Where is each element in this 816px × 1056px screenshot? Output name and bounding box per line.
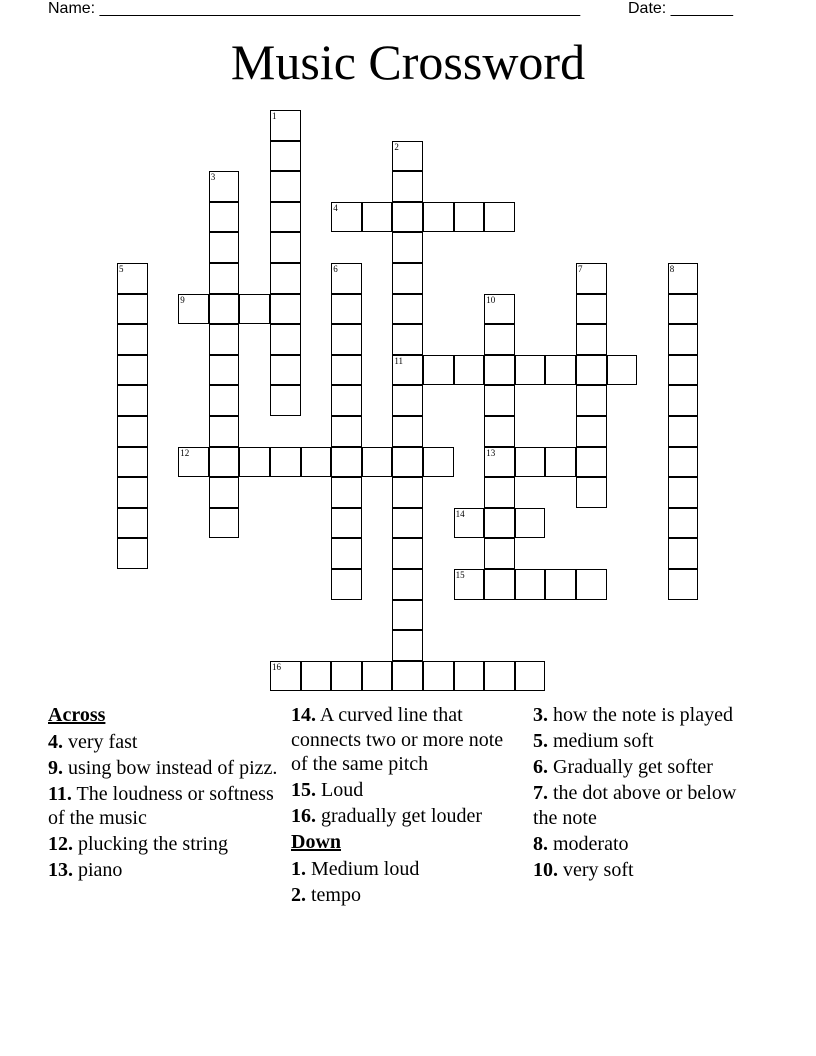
clue-column-3	[533, 703, 765, 884]
grid-cell[interactable]	[270, 110, 301, 141]
grid-cell[interactable]	[515, 447, 546, 478]
grid-cell[interactable]	[392, 600, 423, 631]
grid-cell[interactable]	[454, 569, 485, 600]
name-field-label[interactable]: Name: ______________________________________________________	[48, 0, 581, 17]
grid-cell[interactable]	[484, 202, 515, 233]
grid-cell[interactable]	[545, 355, 576, 386]
grid-cell[interactable]	[331, 569, 362, 600]
grid-cell[interactable]	[392, 263, 423, 294]
grid-cell[interactable]	[270, 385, 301, 416]
grid-cell[interactable]	[209, 294, 240, 325]
grid-cell[interactable]	[392, 447, 423, 478]
grid-cell[interactable]	[423, 661, 454, 692]
grid-cell[interactable]	[576, 355, 607, 386]
grid-cell[interactable]	[270, 141, 301, 172]
grid-cell[interactable]	[117, 508, 148, 539]
grid-cell[interactable]	[668, 447, 699, 478]
grid-cell[interactable]	[484, 294, 515, 325]
clue-number: 3	[210, 172, 216, 183]
clue-down-1: 1. Medium loud	[291, 857, 420, 880]
clue-number: 7	[578, 264, 583, 274]
grid-cell[interactable]	[270, 324, 301, 355]
grid-cell[interactable]	[392, 569, 423, 600]
clue-number: 6	[333, 264, 338, 274]
grid-cell[interactable]	[484, 385, 515, 416]
grid-cell[interactable]	[668, 508, 699, 539]
grid-cell[interactable]	[209, 232, 240, 263]
grid-cell[interactable]	[668, 569, 699, 600]
grid-cell[interactable]	[668, 385, 699, 416]
grid-cell[interactable]	[484, 477, 515, 508]
grid-cell[interactable]	[178, 447, 209, 478]
clue-down-2: 2. tempo	[291, 883, 361, 906]
clue-number: 1	[272, 111, 277, 121]
clue-down-8: 8. moderato	[533, 832, 629, 855]
clue-number: 12	[180, 447, 190, 458]
clue-number: 15	[455, 570, 465, 580]
clue-across-13: 13. piano	[48, 859, 123, 881]
grid-cell[interactable]	[576, 385, 607, 416]
grid-cell[interactable]	[117, 447, 148, 478]
grid-cell[interactable]	[178, 294, 209, 325]
grid-cell[interactable]	[576, 447, 607, 478]
grid-cell[interactable]	[484, 569, 515, 600]
grid-cell[interactable]	[209, 508, 240, 539]
grid-cell[interactable]	[576, 569, 607, 600]
grid-cell[interactable]	[423, 202, 454, 233]
grid-cell[interactable]	[392, 294, 423, 325]
clue-number: 11	[394, 355, 404, 366]
grid-cell[interactable]	[117, 324, 148, 355]
grid-cell[interactable]	[484, 508, 515, 539]
grid-cell[interactable]	[484, 538, 515, 569]
grid-cell[interactable]	[270, 171, 301, 202]
grid-cell[interactable]	[545, 569, 576, 600]
clue-across-11: 11. The loudness or softness of the music	[48, 782, 274, 829]
grid-cell[interactable]	[117, 416, 148, 447]
grid-cell[interactable]	[331, 355, 362, 386]
clue-column-1	[48, 703, 280, 884]
grid-cell[interactable]	[392, 508, 423, 539]
grid-cell[interactable]	[209, 477, 240, 508]
grid-cell[interactable]	[270, 661, 301, 692]
clue-number: 5	[119, 264, 124, 274]
grid-cell[interactable]	[484, 661, 515, 692]
grid-cell[interactable]	[545, 447, 576, 478]
grid-cell[interactable]	[209, 171, 240, 202]
grid-cell[interactable]	[239, 294, 270, 325]
grid-cell[interactable]	[668, 355, 699, 386]
grid-cell[interactable]	[668, 477, 699, 508]
clue-across-15: 15. Loud	[291, 779, 364, 801]
grid-cell[interactable]	[668, 263, 699, 294]
grid-cell[interactable]	[515, 569, 546, 600]
grid-cell[interactable]	[209, 324, 240, 355]
grid-cell[interactable]	[392, 324, 423, 355]
grid-cell[interactable]	[454, 355, 485, 386]
grid-cell[interactable]	[331, 447, 362, 478]
grid-cell[interactable]	[454, 508, 485, 539]
grid-cell[interactable]	[576, 294, 607, 325]
grid-cell[interactable]	[209, 202, 240, 233]
clue-across-4: 4. very fast	[48, 730, 138, 753]
grid-cell[interactable]	[392, 232, 423, 263]
grid-cell[interactable]	[423, 355, 454, 386]
clue-down-7: 7. the dot above or below the note	[533, 782, 737, 829]
clue-number: 14	[455, 508, 465, 519]
grid-cell[interactable]	[331, 202, 362, 233]
grid-cell[interactable]	[331, 538, 362, 569]
grid-cell[interactable]	[607, 355, 638, 386]
grid-cell[interactable]	[331, 294, 362, 325]
grid-cell[interactable]	[117, 294, 148, 325]
grid-cell[interactable]	[362, 661, 393, 692]
grid-cell[interactable]	[454, 202, 485, 233]
grid-cell[interactable]	[423, 447, 454, 478]
clue-number: 8	[669, 264, 675, 274]
grid-cell[interactable]	[117, 263, 148, 294]
clue-down-3: 3. how the note is played	[533, 704, 733, 726]
grid-cell[interactable]	[454, 661, 485, 692]
grid-cell[interactable]	[668, 294, 699, 325]
grid-cell[interactable]	[484, 355, 515, 386]
grid-cell[interactable]	[484, 447, 515, 478]
grid-cell[interactable]	[331, 324, 362, 355]
grid-cell[interactable]	[515, 661, 546, 692]
grid-cell[interactable]	[270, 355, 301, 386]
across-heading: Across	[48, 704, 106, 726]
grid-cell[interactable]	[392, 355, 423, 386]
grid-cell[interactable]	[117, 477, 148, 508]
clue-number: 13	[486, 447, 496, 458]
grid-cell[interactable]	[668, 416, 699, 447]
grid-cell[interactable]	[515, 355, 546, 386]
grid-cell[interactable]	[270, 232, 301, 263]
grid-cell[interactable]	[209, 355, 240, 386]
grid-cell[interactable]	[484, 416, 515, 447]
grid-cell[interactable]	[331, 416, 362, 447]
grid-cell[interactable]	[301, 447, 332, 478]
grid-cell[interactable]	[392, 141, 423, 172]
grid-cell[interactable]	[331, 385, 362, 416]
grid-cell[interactable]	[117, 538, 148, 569]
grid-cell[interactable]	[576, 324, 607, 355]
clue-number: 16	[272, 661, 281, 672]
grid-cell[interactable]	[117, 355, 148, 386]
grid-cell[interactable]	[362, 447, 393, 478]
grid-cell[interactable]	[331, 661, 362, 692]
grid-cell[interactable]	[392, 630, 423, 661]
date-field-label[interactable]: Date: _______	[628, 0, 733, 17]
grid-cell[interactable]	[209, 385, 240, 416]
clue-across-14: 14. A curved line that connects two or more note of the same pitch	[291, 704, 504, 775]
grid-cell[interactable]	[392, 477, 423, 508]
page-title: Music Crossword	[230, 34, 586, 90]
grid-cell[interactable]	[270, 263, 301, 294]
grid-cell[interactable]	[668, 538, 699, 569]
grid-cell[interactable]	[576, 477, 607, 508]
grid-cell[interactable]	[576, 416, 607, 447]
grid-cell[interactable]	[239, 447, 270, 478]
grid-cell[interactable]	[392, 661, 423, 692]
grid-cell[interactable]	[331, 508, 362, 539]
clue-across-16: 16. gradually get louder	[291, 805, 483, 827]
grid-cell[interactable]	[331, 477, 362, 508]
clue-across-12: 12. plucking the string	[48, 833, 228, 855]
grid-cell[interactable]	[515, 508, 546, 539]
grid-cell[interactable]	[270, 294, 301, 325]
clue-number: 10	[486, 294, 496, 305]
clue-down-6: 6. Gradually get softer	[533, 756, 713, 778]
grid-cell[interactable]	[668, 324, 699, 355]
grid-cell[interactable]	[209, 263, 240, 294]
clue-number: 4	[333, 202, 338, 213]
grid-cell[interactable]	[392, 202, 423, 233]
clue-across-9: 9. using bow instead of pizz.	[48, 756, 278, 779]
clue-number: 9	[180, 294, 185, 305]
grid-cell[interactable]	[392, 416, 423, 447]
grid-cell[interactable]	[484, 324, 515, 355]
clue-number: 2	[394, 141, 399, 152]
grid-cell[interactable]	[392, 171, 423, 202]
grid-cell[interactable]	[392, 385, 423, 416]
clue-down-5: 5. medium soft	[533, 730, 654, 752]
grid-cell[interactable]	[362, 202, 393, 233]
clue-down-10: 10. very soft	[533, 858, 634, 881]
grid-cell[interactable]	[209, 416, 240, 447]
grid-cell[interactable]	[270, 447, 301, 478]
clue-column-2	[291, 703, 523, 909]
grid-cell[interactable]	[301, 661, 332, 692]
grid-cell[interactable]	[117, 385, 148, 416]
grid-cell[interactable]	[331, 263, 362, 294]
grid-cell[interactable]	[209, 447, 240, 478]
grid-cell[interactable]	[270, 202, 301, 233]
grid-cell[interactable]	[392, 538, 423, 569]
grid-cell[interactable]	[576, 263, 607, 294]
down-heading: Down	[291, 831, 342, 853]
